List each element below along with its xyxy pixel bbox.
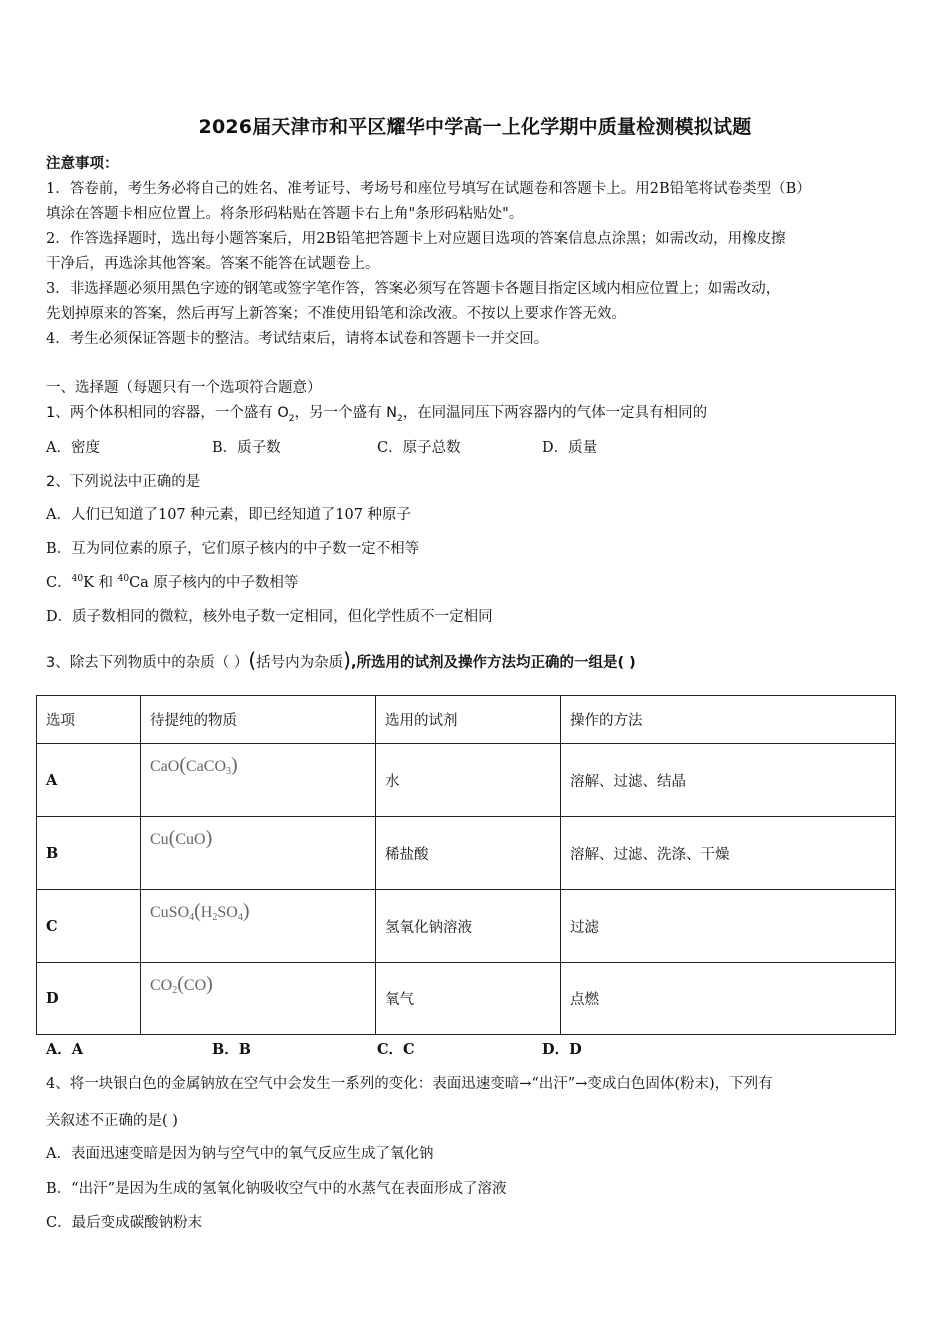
q2-option-c: C．$^{40}$K 和 $^{40}$Ca 原子核内的中子数相等 — [46, 574, 299, 591]
notice-line: 4．考生必须保证答题卡的整洁。考试结束后，请将本试卷和答题卡一并交回。 — [46, 331, 549, 347]
notice-line: 2．作答选择题时，选出每小题答案后，用2B铅笔把答题卡上对应题目选项的答案信息点涂黑；如需改动，用橡皮擦 — [46, 231, 786, 247]
row-method: 点燃 — [561, 963, 896, 1035]
row-substance: Cu(CuO) — [141, 817, 376, 890]
q3-option-d: D．D — [542, 1041, 582, 1058]
q3-option-c: C．C — [377, 1041, 415, 1058]
table-header: 待提纯的物质 — [141, 696, 376, 744]
question-2-stem: 2、下列说法中正确的是 — [46, 474, 201, 490]
question-1-stem: 1、两个体积相同的容器，一个盛有 $O_2$，另一个盛有 $N_2$，在同温同压下两容器内的气体一定具有相同的 — [46, 405, 708, 424]
row-option: B — [37, 817, 141, 890]
row-option: D — [37, 963, 141, 1035]
q2-option-d: D．质子数相同的微粒，核外电子数一定相同，但化学性质不一定相同 — [46, 609, 493, 625]
row-method: 过滤 — [561, 890, 896, 963]
q1-option-b: B．质子数 — [212, 440, 281, 456]
table-row — [37, 744, 896, 817]
row-option: C — [37, 890, 141, 963]
table-header: 选用的试剂 — [376, 696, 561, 744]
notice-heading: 注意事项： — [46, 155, 119, 172]
table-header: 操作的方法 — [561, 696, 896, 744]
row-method: 溶解、过滤、结晶 — [561, 744, 896, 817]
table-row — [37, 890, 896, 963]
row-option: A — [37, 744, 141, 817]
row-method: 溶解、过滤、洗涤、干燥 — [561, 817, 896, 890]
row-substance: CaO(CaCO3) — [141, 744, 376, 817]
q2-option-b: B．互为同位素的原子，它们原子核内的中子数一定不相等 — [46, 541, 420, 557]
q1-option-c: C．原子总数 — [377, 440, 461, 456]
q3-option-a: A．A — [46, 1041, 84, 1058]
question-3-stem: 3、除去下列物质中的杂质（ ）(括号内为杂质),所选用的试剂及操作方法均正确的一组是( ) — [46, 648, 636, 672]
q1-option-d: D．质量 — [542, 440, 598, 456]
q2-option-a: A．人们已知道了107 种元素，即已经知道了107 种原子 — [46, 507, 412, 523]
table-row — [37, 963, 896, 1035]
section-heading: 一、选择题（每题只有一个选项符合题意） — [46, 380, 322, 396]
notice-line: 干净后，再选涂其他答案。答案不能答在试题卷上。 — [46, 256, 380, 272]
table-header-row — [37, 696, 896, 744]
notice-line: 填涂在答题卡相应位置上。将条形码粘贴在答题卡右上角"条形码粘贴处"。 — [46, 206, 524, 222]
table-header: 选项 — [37, 696, 141, 744]
notice-line: 先划掉原来的答案，然后再写上新答案；不准使用铅笔和涂改液。不按以上要求作答无效。 — [46, 306, 626, 322]
row-substance: CuSO4(H2SO4) — [141, 890, 376, 963]
q4-option-b: B．“出汗”是因为生成的氢氧化钠吸收空气中的水蒸气在表面形成了溶液 — [46, 1181, 507, 1197]
notice-line: 3．非选择题必须用黑色字迹的钢笔或签字笔作答，答案必须写在答题卡各题目指定区域内相应位置上；如需改动， — [46, 281, 781, 297]
row-reagent: 水 — [376, 744, 561, 817]
row-substance: CO2(CO) — [141, 963, 376, 1035]
question-4-stem-line2: 关叙述不正确的是( ) — [46, 1113, 178, 1129]
q1-option-a: A．密度 — [46, 440, 100, 456]
question-4-stem-line1: 4、将一块银白色的金属钠放在空气中会发生一系列的变化：表面迅速变暗→“出汗”→变成白色固体(粉末)，下列有 — [46, 1076, 773, 1092]
page-title: 2026届天津市和平区耀华中学高一上化学期中质量检测模拟试题 — [198, 116, 752, 138]
table-row — [37, 817, 896, 890]
row-reagent: 氧气 — [376, 963, 561, 1035]
row-reagent: 氢氧化钠溶液 — [376, 890, 561, 963]
q3-table — [36, 695, 896, 1035]
q4-option-a: A．表面迅速变暗是因为钠与空气中的氧气反应生成了氧化钠 — [46, 1146, 434, 1162]
q3-option-b: B．B — [212, 1041, 252, 1058]
q4-option-c: C．最后变成碳酸钠粉末 — [46, 1215, 203, 1231]
notice-line: 1．答卷前，考生务必将自己的姓名、准考证号、考场号和座位号填写在试题卷和答题卡上。用2B铅笔将试卷类型（B） — [46, 181, 811, 197]
row-reagent: 稀盐酸 — [376, 817, 561, 890]
